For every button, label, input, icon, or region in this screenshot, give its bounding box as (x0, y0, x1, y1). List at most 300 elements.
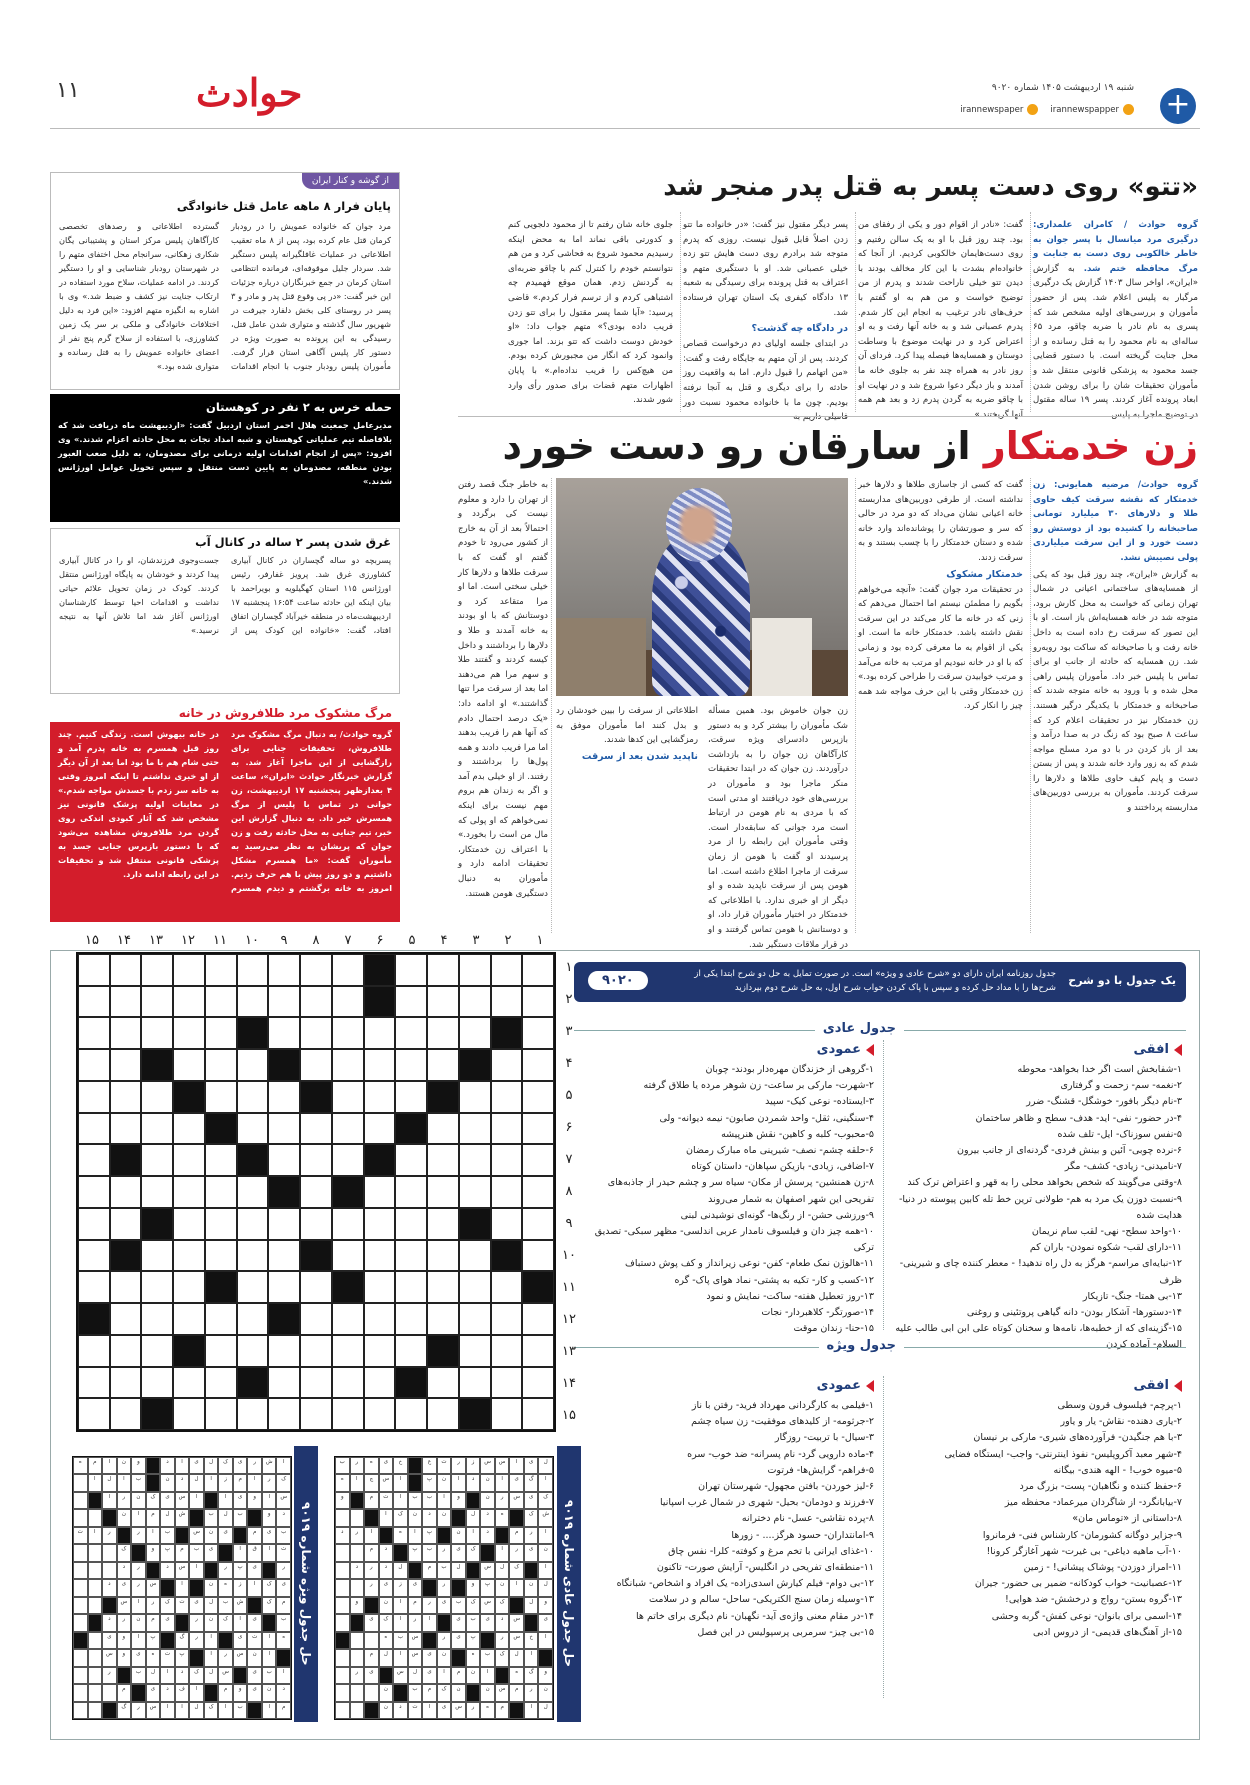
grid-cell[interactable] (364, 1398, 396, 1430)
solution-black-cell (102, 1597, 117, 1614)
grid-cell[interactable] (268, 1335, 300, 1367)
grid-cell[interactable] (491, 1208, 523, 1240)
grid-cell[interactable] (395, 986, 427, 1018)
solution-cell: ب (437, 1562, 452, 1579)
grid-cell[interactable] (395, 1271, 427, 1303)
article2-col4: به خاطر جنگ قصد رفتن از تهران را دارد و معلوم نیست کی برگردد و احتمالاً بعد از آن به خارج از کشور می‌رود تا خودم گفتم او گفت که با سرقت طلاها و دلارها کار خیلی سختی است. اما او مرا متقاعد کرد و دوستانش که با او بودند به خانه آمدند و طلا و دلارها را برداشتند و داخل کیسه کردند و گفتند طلا و سهم مرا هم می‌دهند اما بعد از سرقت مرا تنها گذاشتند.» او ادامه داد: «یک درصد احتمال دادم که آنها هم را فریب بدهند اما مرا فریب دادند و همه پول‌ها را برداشتند و رفتند. از او خیلی بدم آمد و اگر به زندان هم بروم مهم نیست برای اینکه نمی‌خواهم که او پولی که مال من است را بخورد.» با اعتراف زن خدمتکار، تحقیقات ادامه دارد و مأموران به دنبال دستگیری هومن هستند. (458, 480, 548, 899)
solution-cell: ا (422, 1702, 437, 1719)
grid-cell[interactable] (237, 954, 269, 986)
grid-cell[interactable] (427, 954, 459, 986)
grid-cell[interactable] (237, 1081, 269, 1113)
grid-cell[interactable] (237, 1208, 269, 1240)
grid-cell[interactable] (237, 1271, 269, 1303)
grid-cell[interactable] (173, 1240, 205, 1272)
solution-black-cell (175, 1614, 190, 1631)
grid-cell[interactable] (110, 1335, 142, 1367)
grid-cell[interactable] (141, 1367, 173, 1399)
grid-cell[interactable] (522, 954, 554, 986)
clue-item: ۱۲-کسب و کار- تکیه به پشتی- نماد هوای پاک- گره (674, 1274, 874, 1286)
grid-cell[interactable] (205, 1049, 237, 1081)
grid-cell[interactable] (237, 1113, 269, 1145)
grid-cell[interactable] (522, 1335, 554, 1367)
grid-cell[interactable] (205, 954, 237, 986)
grid-cell[interactable] (110, 1049, 142, 1081)
grid-cell[interactable] (78, 1335, 110, 1367)
grid-cell[interactable] (300, 986, 332, 1018)
grid-cell[interactable] (332, 1303, 364, 1335)
solution-cell: ی (247, 1667, 262, 1684)
grid-cell[interactable] (110, 1017, 142, 1049)
grid-cell[interactable] (332, 1017, 364, 1049)
grid-cell[interactable] (110, 1367, 142, 1399)
grid-cell[interactable] (332, 1113, 364, 1145)
grid-cell[interactable] (364, 1335, 396, 1367)
grid-cell[interactable] (491, 1398, 523, 1430)
solution-cell: ر (350, 1527, 365, 1544)
grid-cell[interactable] (364, 1271, 396, 1303)
solution-cell: ک (466, 1597, 481, 1614)
grid-cell[interactable] (364, 1208, 396, 1240)
grid-cell[interactable] (427, 1271, 459, 1303)
solution-cell: ا (189, 1562, 204, 1579)
grid-cell[interactable] (522, 1208, 554, 1240)
solution-cell: ر (276, 1562, 291, 1579)
grid-cell[interactable] (268, 1240, 300, 1272)
grid-cell[interactable] (522, 1303, 554, 1335)
solution-black-cell (379, 1667, 394, 1684)
solution-cell: ی (524, 1492, 539, 1509)
normal-horizontal-clues (892, 1062, 1182, 1351)
solution-cell: ک (538, 1492, 553, 1509)
grid-cell[interactable] (522, 1176, 554, 1208)
column-number: ۷ (344, 933, 352, 948)
clue-item: ۳-نام دیگر بافور- خوشگل- قشنگ- ضرر (1026, 1096, 1182, 1108)
grid-cell[interactable] (300, 1208, 332, 1240)
solution-cell: ا (160, 1667, 175, 1684)
solution-cell (350, 1579, 365, 1596)
grid-cell[interactable] (173, 1271, 205, 1303)
solution-cell: ل (538, 1457, 553, 1474)
grid-cell[interactable] (395, 1081, 427, 1113)
black-cell (332, 1176, 364, 1208)
grid-cell[interactable] (237, 1240, 269, 1272)
grid-cell[interactable] (364, 1113, 396, 1145)
solution-cell: ه (146, 1649, 161, 1666)
grid-cell[interactable] (364, 1049, 396, 1081)
grid-cell[interactable] (427, 1398, 459, 1430)
solution-cell: ر (466, 1702, 481, 1719)
grid-cell[interactable] (78, 1113, 110, 1145)
grid-cell[interactable] (427, 1240, 459, 1272)
grid-cell[interactable] (141, 1176, 173, 1208)
grid-cell[interactable] (268, 954, 300, 986)
grid-cell[interactable] (78, 1144, 110, 1176)
grid-cell[interactable] (459, 1113, 491, 1145)
grid-cell[interactable] (268, 1398, 300, 1430)
grid-cell[interactable] (141, 1335, 173, 1367)
grid-cell[interactable] (110, 1176, 142, 1208)
grid-cell[interactable] (427, 986, 459, 1018)
grid-cell[interactable] (491, 954, 523, 986)
grid-cell[interactable] (173, 1398, 205, 1430)
solution-cell: ا (117, 1474, 132, 1491)
grid-cell[interactable] (395, 954, 427, 986)
grid-cell[interactable] (332, 1144, 364, 1176)
grid-cell[interactable] (110, 1271, 142, 1303)
grid-cell[interactable] (78, 1049, 110, 1081)
grid-cell[interactable] (364, 1303, 396, 1335)
solution-black-cell (466, 1562, 481, 1579)
grid-cell[interactable] (427, 1208, 459, 1240)
solution-cell: ن (451, 1527, 466, 1544)
black-cell (491, 1240, 523, 1272)
grid-cell[interactable] (522, 1017, 554, 1049)
grid-cell[interactable] (110, 986, 142, 1018)
solution-cell: ا (276, 1667, 291, 1684)
grid-cell[interactable] (300, 1176, 332, 1208)
solution-cell: د (495, 1614, 510, 1631)
grid-cell[interactable] (268, 1271, 300, 1303)
grid-cell[interactable] (522, 1049, 554, 1081)
clue-item: ۵-فراهم- گرایش‌ها- فرتوت (767, 1464, 874, 1476)
grid-cell[interactable] (300, 1144, 332, 1176)
solution-cell: ر (350, 1667, 365, 1684)
black-cell (173, 1335, 205, 1367)
grid-cell[interactable] (491, 1081, 523, 1113)
grid-cell[interactable] (522, 986, 554, 1018)
grid-cell[interactable] (173, 1367, 205, 1399)
grid-cell[interactable] (332, 1081, 364, 1113)
grid-cell[interactable] (237, 1335, 269, 1367)
article2-col2-text: گفت که کسی از جاسازی طلاها و دلارها خبر نداشته است. از طرفی دوربین‌های مداربسته خانه اعیانی نشان می‌داد که دو مرد در حالی که سر و صورتشان را پوشانده‌اند وارد خانه شده و دستان خدمتکار را با چسب بستند و به سرقت زدند. (858, 480, 1023, 563)
solution-cell: ل (393, 1562, 408, 1579)
grid-cell[interactable] (173, 954, 205, 986)
solution-cell (335, 1509, 350, 1526)
grid-cell[interactable] (205, 1017, 237, 1049)
solution-cell: ا (437, 1492, 452, 1509)
solution-cell: ا (451, 1474, 466, 1491)
grid-cell[interactable] (427, 1113, 459, 1145)
solution-cell: ن (379, 1702, 394, 1719)
triangle-icon (866, 1044, 874, 1056)
grid-cell[interactable] (395, 1017, 427, 1049)
grid-cell[interactable] (491, 1144, 523, 1176)
solution-cell: ا (218, 1702, 233, 1719)
grid-cell[interactable] (332, 1208, 364, 1240)
grid-cell[interactable] (427, 1367, 459, 1399)
solution-cell: ر (146, 1597, 161, 1614)
grid-cell[interactable] (364, 1367, 396, 1399)
column-number: ۳ (472, 933, 480, 948)
telegram-icon (1027, 104, 1038, 115)
grid-cell[interactable] (522, 1113, 554, 1145)
grid-cell[interactable] (332, 1367, 364, 1399)
black-cell (491, 1017, 523, 1049)
solution-cell (335, 1562, 350, 1579)
sidebar-story1-box (50, 172, 400, 390)
header-divider (50, 128, 1200, 129)
grid-cell[interactable] (491, 1303, 523, 1335)
plus-icon[interactable]: + (1160, 88, 1196, 124)
solution-cell: ب (408, 1684, 423, 1701)
solution-cell: ن (160, 1474, 175, 1491)
grid-cell[interactable] (173, 1176, 205, 1208)
grid-cell[interactable] (78, 1208, 110, 1240)
solution-cell: ن (495, 1579, 510, 1596)
page-number: ۱۱ (56, 78, 80, 103)
grid-cell[interactable] (268, 1208, 300, 1240)
grid-cell[interactable] (491, 1176, 523, 1208)
grid-cell[interactable] (364, 1176, 396, 1208)
grid-cell[interactable] (522, 1081, 554, 1113)
article2-col1-text: به گزارش «ایران»، چند روز قبل بود که یکی از همسایه‌های ساختمانی اعیانی در شمال تهران زمانی که خواست به محل کارش برود، متوجه شد در خانه همسایه‌اش باز است. او با این تصور که سرقت رخ داده است به داخل خانه رفت و با صاحبخانه که ساکت بود روبه‌رو شد. زن همسایه که حادثه از جانب او برای تماس با پلیس خبر داد. مأموران پلیس راهی محل شده و با ورود به خانه متوجه شدند که صاحبخانه و خدمتکار با یکدیگر درگیر هستند. زن خدمتکار نیز در تحقیقات اعلام کرد که ساعت ۸ صبح بود که زنگ در به صدا درآمد و بعد از باز کردن در با دو مرد مسلح مواجه شدم که به زور وارد خانه شدند و پس از بستن دست و پایم کیف حاوی طلاها و دلارها را سرقت کردند. مأموران به بررسی دوربین‌های مداربسته پرداختند و (1033, 569, 1198, 814)
grid-cell[interactable] (300, 1271, 332, 1303)
story2-body: مدیرعامل جمعیت هلال احمر استان اردبیل گفت: «اردیبهشت ماه دریافت شد که بلافاصله تیم عملیاتی کوهستان و شبه امداد نجات به محل حادثه اعزام شدند.» وی افزود: «پس از انجام اقدامات اولیه درمانی برای مصدومان، به دلیل صعب العبور بودن منطقه، مصدومان به پایین دست منتقل و سپس تحویل عوامل اورژانس شدند.» (58, 420, 392, 486)
grid-cell[interactable] (332, 954, 364, 986)
grid-cell[interactable] (268, 1081, 300, 1113)
solution-cell: ر (131, 1562, 146, 1579)
grid-cell[interactable] (205, 1367, 237, 1399)
grid-cell[interactable] (395, 1303, 427, 1335)
grid-cell[interactable] (78, 1081, 110, 1113)
grid-cell[interactable] (78, 954, 110, 986)
crossword-grid[interactable] (76, 952, 556, 1432)
grid-cell[interactable] (427, 1144, 459, 1176)
article2-col3b-text: اطلاعاتی از سرقت را بیین خودشان رد و بدل کنند اما مأموران موفق به رمزگشایی این کدها شدند. (556, 706, 698, 746)
grid-cell[interactable] (173, 1049, 205, 1081)
clue-item: ۴-شهر معبد آکروپلیس- نفوذ اینترنتی- واجب- ایستگاه فضایی (944, 1448, 1182, 1460)
clue-item: ۱۳-روز تعطیل هفته- ساکت- نمایش و نمود (706, 1290, 874, 1302)
grid-cell[interactable] (459, 1271, 491, 1303)
grid-cell[interactable] (237, 986, 269, 1018)
grid-cell[interactable] (78, 1017, 110, 1049)
solution-cell: ن (117, 1509, 132, 1526)
solution-cell: ل (218, 1509, 233, 1526)
clue-item: ۶-حفظ کننده و نگاهبان- پست- بزرگ مرد (1019, 1481, 1182, 1493)
grid-cell[interactable] (141, 1017, 173, 1049)
solution-black-cell (204, 1492, 219, 1509)
grid-cell[interactable] (141, 1113, 173, 1145)
grid-cell[interactable] (110, 1303, 142, 1335)
grid-cell[interactable] (173, 1017, 205, 1049)
grid-cell[interactable] (427, 1303, 459, 1335)
solution-cell (88, 1667, 103, 1684)
grid-cell[interactable] (268, 1113, 300, 1145)
grid-cell[interactable] (491, 1049, 523, 1081)
grid-cell[interactable] (173, 1303, 205, 1335)
grid-cell[interactable] (205, 1176, 237, 1208)
grid-cell[interactable] (268, 986, 300, 1018)
grid-cell[interactable] (205, 1398, 237, 1430)
grid-cell[interactable] (110, 1398, 142, 1430)
grid-cell[interactable] (141, 1303, 173, 1335)
grid-cell[interactable] (237, 1176, 269, 1208)
grid-cell[interactable] (205, 1208, 237, 1240)
clue-item: ۲-یاری دهنده- نقاش- یار و یاور (1060, 1416, 1182, 1428)
grid-cell[interactable] (237, 1303, 269, 1335)
crossword-banner (574, 962, 1186, 1002)
grid-cell[interactable] (205, 1144, 237, 1176)
grid-cell[interactable] (205, 1335, 237, 1367)
grid-cell[interactable] (395, 1240, 427, 1272)
grid-cell[interactable] (205, 986, 237, 1018)
grid-cell[interactable] (332, 1049, 364, 1081)
grid-cell[interactable] (459, 1335, 491, 1367)
grid-cell[interactable] (459, 1081, 491, 1113)
grid-cell[interactable] (237, 1049, 269, 1081)
solution-cell: س (408, 1632, 423, 1649)
solution-cell: ا (393, 1614, 408, 1631)
grid-cell[interactable] (141, 954, 173, 986)
grid-cell[interactable] (364, 1081, 396, 1113)
row-number: ۴ (565, 1056, 573, 1071)
grid-cell[interactable] (395, 1049, 427, 1081)
grid-cell[interactable] (522, 1398, 554, 1430)
grid-cell[interactable] (141, 1271, 173, 1303)
grid-cell[interactable] (300, 1049, 332, 1081)
grid-cell[interactable] (395, 1208, 427, 1240)
grid-cell[interactable] (141, 1144, 173, 1176)
grid-cell[interactable] (332, 1335, 364, 1367)
grid-cell[interactable] (427, 1017, 459, 1049)
grid-cell[interactable] (205, 1240, 237, 1272)
grid-cell[interactable] (78, 1176, 110, 1208)
clue-item: ۱۰-آب ماهیه دیاغی- بی غیرت- شهر آغازگر کرونا! (986, 1545, 1182, 1557)
solution-cell (88, 1702, 103, 1719)
solution-cell: س (509, 1492, 524, 1509)
solution-black-cell (88, 1492, 103, 1509)
solution-black-cell (189, 1509, 204, 1526)
grid-cell[interactable] (110, 1113, 142, 1145)
row-number: ۲ (565, 992, 573, 1007)
grid-cell[interactable] (395, 1335, 427, 1367)
grid-cell[interactable] (173, 1113, 205, 1145)
solution-cell: ی (364, 1667, 379, 1684)
grid-cell[interactable] (300, 1398, 332, 1430)
clue-item: ۶-لیز خوردن- بافتن مجهول- شهرستان تهران (698, 1481, 874, 1493)
solution-cell: ی (189, 1457, 204, 1474)
grid-cell[interactable] (300, 1303, 332, 1335)
grid-cell[interactable] (141, 986, 173, 1018)
solution-black-cell (262, 1562, 277, 1579)
grid-cell[interactable] (78, 1271, 110, 1303)
column-number: ۶ (376, 933, 384, 948)
solution-cell: ا (102, 1492, 117, 1509)
grid-cell[interactable] (491, 1271, 523, 1303)
grid-cell[interactable] (522, 1367, 554, 1399)
solution-cell: د (379, 1562, 394, 1579)
grid-cell[interactable] (491, 1113, 523, 1145)
grid-cell[interactable] (173, 986, 205, 1018)
clue-item: ۱۲-بی دوام- فیلم کیارش اسدی‌زاده- یک افراد و اشخاص- شبانگاه (616, 1578, 874, 1590)
solution-cell (73, 1614, 88, 1631)
grid-cell[interactable] (78, 1240, 110, 1272)
grid-cell[interactable] (395, 1398, 427, 1430)
grid-cell[interactable] (395, 1176, 427, 1208)
grid-cell[interactable] (205, 1081, 237, 1113)
solution-cell: ک (262, 1597, 277, 1614)
grid-cell[interactable] (364, 1240, 396, 1272)
grid-cell[interactable] (459, 986, 491, 1018)
grid-cell[interactable] (110, 954, 142, 986)
grid-cell[interactable] (491, 1335, 523, 1367)
solution-cell: ر (117, 1492, 132, 1509)
grid-cell[interactable] (141, 1240, 173, 1272)
grid-cell[interactable] (300, 1017, 332, 1049)
grid-cell[interactable] (522, 1144, 554, 1176)
grid-cell[interactable] (459, 954, 491, 986)
solution-cell: د (175, 1667, 190, 1684)
solution-cell: ا (538, 1632, 553, 1649)
grid-cell[interactable] (268, 1144, 300, 1176)
grid-cell[interactable] (491, 1367, 523, 1399)
black-cell (237, 1017, 269, 1049)
social-handle-2[interactable]: irannewspaper (960, 104, 1024, 115)
grid-cell[interactable] (78, 1367, 110, 1399)
solution-cell: ت (379, 1492, 394, 1509)
clue-item: ۱۲-نبایه‌ای مراسم- هرگز به دل راه ندهید! - معطر کننده چای و شیرینی- ظرف (899, 1258, 1182, 1286)
grid-cell[interactable] (332, 986, 364, 1018)
grid-cell[interactable] (237, 1398, 269, 1430)
article2-lead: گروه حوادث/ مرضیه همایونی: زن خدمتکار که نقشه سرقت کیف حاوی طلا و دلارهای ۳۰ میلیارد تومانی صاحبخانه را کشیده بود از دوستش رو دست خورد و از این سرقت میلیاردی پولی نصیبش نشد. (1033, 480, 1198, 563)
solution-cell: ب (204, 1509, 219, 1526)
grid-cell[interactable] (332, 1240, 364, 1272)
grid-cell[interactable] (459, 1144, 491, 1176)
grid-cell[interactable] (459, 1240, 491, 1272)
grid-cell[interactable] (300, 1335, 332, 1367)
grid-cell[interactable] (78, 986, 110, 1018)
black-cell (268, 1176, 300, 1208)
grid-cell[interactable] (300, 954, 332, 986)
solution-cell: ن (480, 1684, 495, 1701)
grid-cell[interactable] (268, 1017, 300, 1049)
grid-cell[interactable] (173, 1208, 205, 1240)
grid-cell[interactable] (427, 1176, 459, 1208)
grid-cell[interactable] (459, 1367, 491, 1399)
grid-cell[interactable] (459, 1303, 491, 1335)
solution-cell: ل (495, 1562, 510, 1579)
grid-cell[interactable] (110, 1081, 142, 1113)
solution-cell: د (102, 1614, 117, 1631)
grid-cell[interactable] (300, 1113, 332, 1145)
social-handle-1[interactable]: irannewspapper (1050, 104, 1119, 115)
grid-cell[interactable] (141, 1081, 173, 1113)
grid-cell[interactable] (491, 986, 523, 1018)
solution-cell: ن (538, 1684, 553, 1701)
grid-cell[interactable] (268, 1367, 300, 1399)
grid-cell[interactable] (300, 1367, 332, 1399)
solution-cell: ک (189, 1667, 204, 1684)
grid-cell[interactable] (110, 1208, 142, 1240)
grid-cell[interactable] (395, 1144, 427, 1176)
grid-cell[interactable] (78, 1398, 110, 1430)
solution-black-cell (451, 1649, 466, 1666)
solution-cell: م (495, 1702, 510, 1719)
grid-cell[interactable] (459, 1176, 491, 1208)
grid-cell[interactable] (205, 1303, 237, 1335)
clue-item: ۷-فرزند و دودمان- بحیل- شهری در شمال غرب اسپانیا (660, 1497, 874, 1509)
grid-cell[interactable] (459, 1017, 491, 1049)
grid-cell[interactable] (364, 1017, 396, 1049)
grid-cell[interactable] (522, 1240, 554, 1272)
solution-cell: ر (509, 1544, 524, 1561)
grid-cell[interactable] (332, 1398, 364, 1430)
solution-cell: و (117, 1632, 132, 1649)
grid-cell[interactable] (173, 1144, 205, 1176)
clue-item: ۳-ایستاده- نوعی کیک- سپید (765, 1096, 874, 1108)
grid-cell[interactable] (427, 1049, 459, 1081)
solution-cell: و (466, 1579, 481, 1596)
